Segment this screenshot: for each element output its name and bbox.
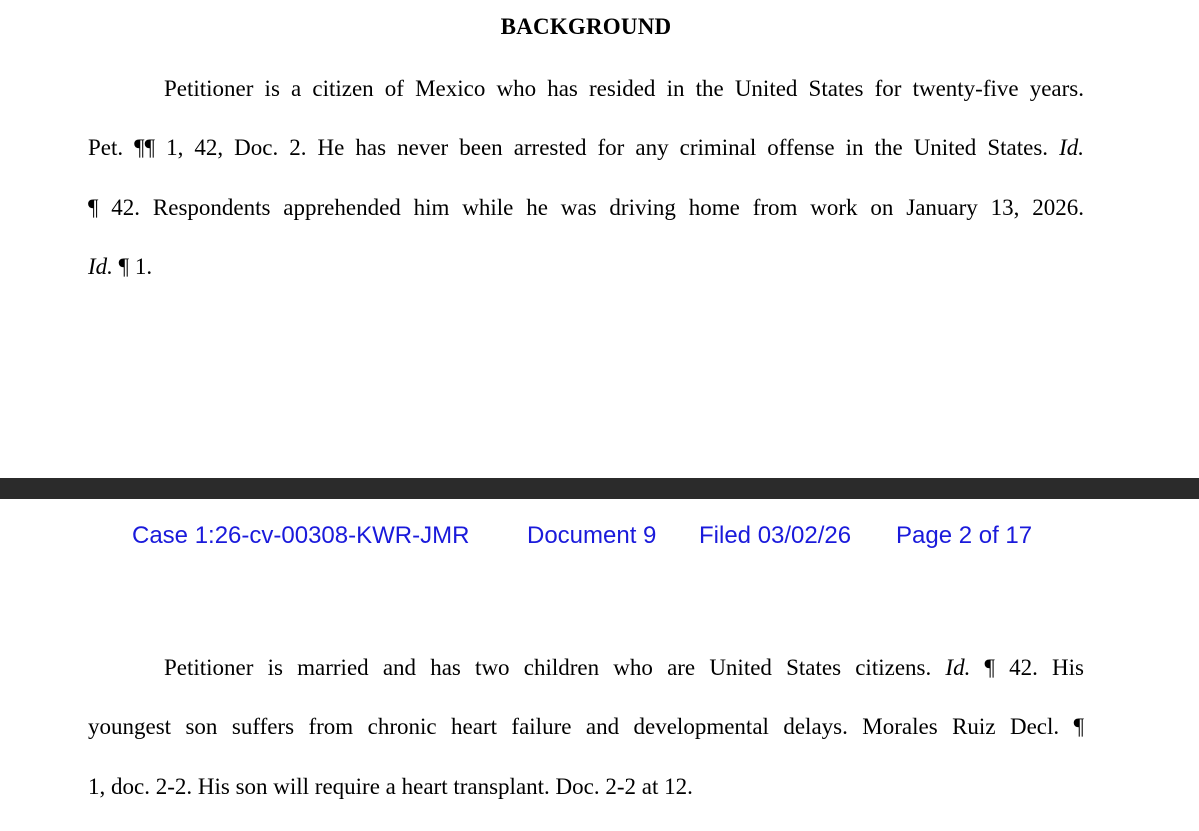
citation-id: Id. [88,254,113,279]
paragraph-line: ¶ 42. Respondents apprehended him while he was driving home from work on January 13, 2026. [88,195,1084,220]
line-text: Petitioner is married and has two children who are United States citizens. [164,655,946,680]
document-page-lower [0,499,1199,831]
case-number: Case 1:26-cv-00308-KWR-JMR [132,522,470,549]
paragraph-line: youngest son suffers from chronic heart failure and developmental delays. Morales Ruiz Decl. ¶ [88,714,1084,739]
citation-id: Id. [945,655,971,680]
section-heading: BACKGROUND [500,14,672,39]
line-text: Pet. ¶¶ 1, 42, Doc. 2. He has never been arrested for any criminal offense in the United States. [88,135,1060,160]
paragraph-line [164,654,1084,682]
filed-date: Filed 03/02/26 [699,522,852,549]
paragraph-line: 1, doc. 2-2. His son will require a heart transplant. Doc. 2-2 at 12. [88,774,693,799]
citation-id: Id. [1059,135,1084,160]
line-text: ¶ 1. [112,254,153,279]
page-number: Page 2 of 17 [896,522,1033,549]
page-separator [0,478,1199,499]
paragraph-line [88,134,1084,162]
document-number: Document 9 [527,522,657,549]
line-text: ¶ 42. His [970,655,1084,680]
paragraph-line: Petitioner is a citizen of Mexico who has resided in the United States for twenty-five years. [164,76,1084,101]
paragraph-line [88,253,1084,281]
